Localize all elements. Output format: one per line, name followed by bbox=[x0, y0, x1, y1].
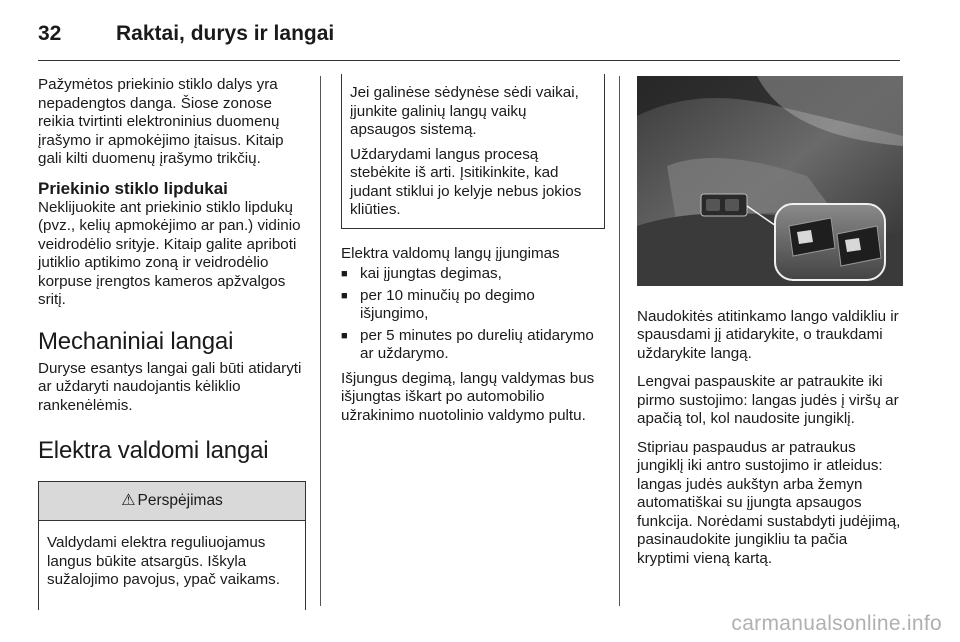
activation-list bbox=[341, 265, 605, 364]
switch-usage-paragraph: Naudokitės atitinkamo lango valdikliu ir spausdami jį atidarykite, o traukdami uždarykite langą. bbox=[637, 307, 899, 362]
header-rule bbox=[38, 60, 900, 61]
activation-paragraph: Elektra valdomų langų įjungimas bbox=[341, 244, 560, 262]
warning-triangle-icon: ⚠ bbox=[121, 491, 136, 509]
manual-windows-paragraph: Duryse esantys langai gali būti atidaryti ar uždaryti naudojantis kėliklio rankenėlėmis. bbox=[38, 359, 302, 414]
warning-continuation-box bbox=[341, 74, 605, 229]
column-2 bbox=[341, 76, 605, 435]
column-3 bbox=[637, 76, 903, 578]
sticker-paragraph: Neklijuokite ant priekinio stiklo lipdukų (pvz., kelių apmokėjimo ar pan.) vidinio veidrodėlio srityje. Kitaip galite apriboti jutiklio aptikimo zoną ir veidrodėlio korpuse įrengtos kameros apžvalgos sritį. bbox=[38, 198, 301, 308]
warning-text: Valdydami elektra reguliuojamus langus būkite atsargūs. Iškyla sužalojimo pavojus, ypač vaikams. bbox=[47, 534, 280, 588]
close-watch-paragraph: Uždarydami langus procesą stebėkite iš arti. Įsitikinkite, kad judant stiklui jo kelyje nebus jokios kliūties. bbox=[350, 145, 582, 218]
page-title: Raktai, durys ir langai bbox=[116, 22, 335, 45]
first-stop-paragraph: Lengvai paspauskite ar patraukite iki pirmo sustojimo: langas judės į viršų ar apačią tol, kol naudosite jungiklį. bbox=[637, 373, 899, 427]
column-1 bbox=[38, 76, 306, 610]
page-header bbox=[38, 14, 334, 54]
child-lock-paragraph: Jei galinėse sėdynėse sėdi vaikai, įjunkite galinių langų vaikų apsaugos sistemą. bbox=[350, 84, 579, 138]
column-divider-1 bbox=[320, 76, 321, 606]
warning-box bbox=[38, 481, 306, 610]
list-item: ■ per 10 minučių po degimo išjungimo, bbox=[341, 287, 605, 324]
windscreen-paragraph: Pažymėtos priekinio stiklo dalys yra nepadengtos danga. Šiose zonose reikia tvirtinti elektroninius duomenų įrašymo ir apmokėjimo įtaisus. Kitaip gali kilti duomenų įrašymo trikčių. bbox=[38, 76, 284, 167]
warning-title: Perspėjimas bbox=[137, 491, 223, 509]
list-item: ■ kai įjungtas degimas, bbox=[341, 265, 605, 284]
sticker-heading: Priekinio stiklo lipdukai bbox=[38, 178, 228, 198]
watermark: carmanualsonline.info bbox=[731, 612, 942, 635]
deactivation-paragraph: Išjungus degimą, langų valdymas bus išjungtas iškart po automobilio užrakinimo nuotolinio valdymo pultu. bbox=[341, 369, 595, 424]
second-stop-paragraph: Stipriau paspaudus ar patraukus jungiklį iki antro sustojimo ir atleidus: langas judės aukštyn arba žemyn automatiškai su įjungta apsaugos funkcija. Norėdami sustabdyti judėjimą, pasinaudokite jungikliu ta pačia kryptimi vieną kartą. bbox=[637, 438, 901, 567]
page-number: 32 bbox=[38, 22, 62, 45]
manual-windows-heading: Mechaniniai langai bbox=[38, 327, 234, 355]
column-divider-2 bbox=[619, 76, 620, 606]
window-switch-photo bbox=[637, 76, 903, 286]
list-item: ■ per 5 minutes po durelių atidarymo ar uždarymo. bbox=[341, 327, 605, 364]
power-windows-heading: Elektra valdomi langai bbox=[38, 437, 269, 464]
warning-header bbox=[39, 482, 305, 521]
